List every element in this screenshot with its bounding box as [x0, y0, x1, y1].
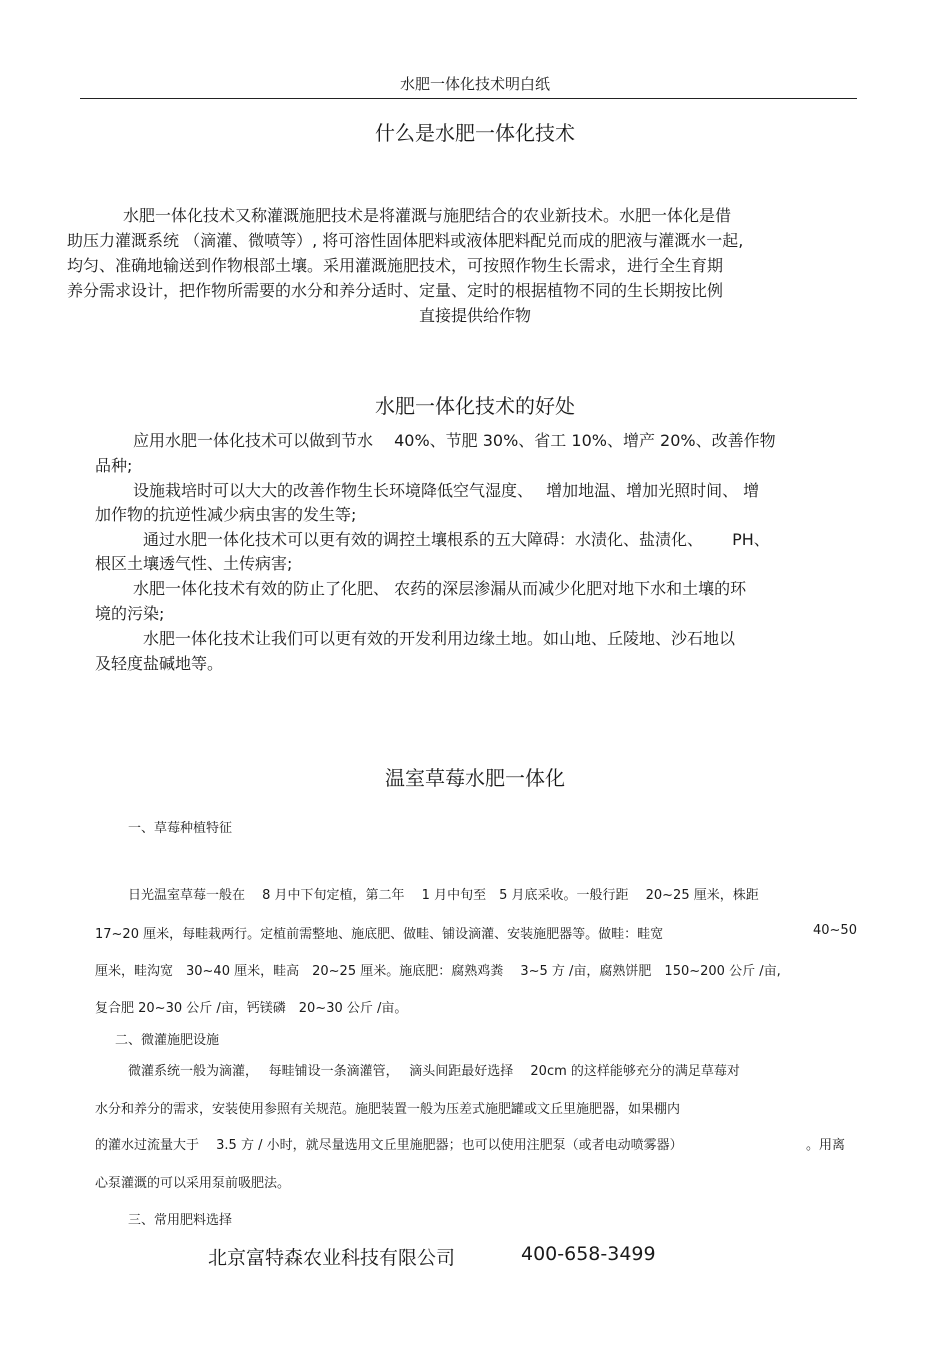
subheading-1: 一、草莓种植特征 — [128, 821, 233, 836]
section2-line: 水肥一体化技术让我们可以更有效的开发利用边缘土地。如山地、丘陵地、沙石地以 — [143, 629, 736, 648]
section1-line: 均匀、准确地输送到作物根部土壤。采用灌溉施肥技术，可按照作物生长需求，进行全生育期 — [67, 256, 724, 275]
section1-line: 水肥一体化技术又称灌溉施肥技术是将灌溉与施肥结合的农业新技术。水肥一体化是借 — [123, 206, 732, 225]
section2-line: 根区土壤透气性、土传病害; — [95, 554, 293, 573]
section2-line: 及轻度盐碱地等。 — [95, 654, 224, 673]
section2-line: 通过水肥一体化技术可以更有效的调控土壤根系的五大障碍：水渍化、盐渍化、 PH、 — [143, 530, 770, 549]
strawberry-para-line: 40~50 — [813, 923, 857, 938]
subheading-3: 三、常用肥料选择 — [128, 1213, 233, 1228]
section3-title: 温室草莓水肥一体化 — [385, 766, 565, 790]
section2-line: 品种; — [95, 456, 133, 475]
document-header: 水肥一体化技术明白纸 — [399, 75, 550, 93]
section1-title: 什么是水肥一体化技术 — [375, 121, 575, 145]
section2-title: 水肥一体化技术的好处 — [375, 394, 575, 418]
irrigation-para-line: 的灌水过流量大于 3.5 方 / 小时，就尽量选用文丘里施肥器；也可以使用注肥泵（或者电动喷雾器） — [95, 1138, 683, 1153]
strawberry-para-line: 厘米，畦沟宽 30~40 厘米，畦高 20~25 厘米。施底肥：腐熟鸡粪 3~5 方 /亩，腐熟饼肥 150~200 公斤 /亩, — [95, 964, 781, 979]
section1-line: 直接提供给作物 — [418, 306, 531, 325]
section2-line: 设施栽培时可以大大的改善作物生长环境降低空气湿度、 增加地温、增加光照时间、 增 — [133, 481, 760, 500]
header-divider — [80, 98, 857, 99]
strawberry-para-line: 日光温室草莓一般在 8 月中下旬定植，第二年 1 月中旬至 5 月底采收。一般行距 20~25 厘米，株距 — [128, 888, 759, 903]
strawberry-para-line: 17~20 厘米，每畦栽两行。定植前需整地、施底肥、做畦、铺设滴灌、安装施肥器等。做畦：畦宽 — [95, 927, 664, 942]
section2-line: 应用水肥一体化技术可以做到节水 40%、节肥 30%、省工 10%、增产 20%、改善作物 — [133, 431, 776, 450]
irrigation-para-line: 心泵灌溉的可以采用泵前吸肥法。 — [95, 1176, 291, 1191]
footer-company: 北京富特森农业科技有限公司 — [208, 1247, 456, 1269]
section2-line: 水肥一体化技术有效的防止了化肥、 农药的深层渗漏从而减少化肥对地下水和土壤的环 — [133, 579, 747, 598]
footer-phone: 400-658-3499 — [521, 1243, 656, 1265]
section1-line: 助压力灌溉系统 （滴灌、微喷等）, 将可溶性固体肥料或液体肥料配兑而成的肥液与灌溉水一起, — [67, 231, 744, 250]
irrigation-para-line: 。用离 — [806, 1138, 846, 1153]
section2-line: 境的污染; — [95, 604, 165, 623]
irrigation-para-line: 水分和养分的需求，安装使用参照有关规范。施肥装置一般为压差式施肥罐或文丘里施肥器，如果棚内 — [95, 1102, 681, 1117]
section2-line: 加作物的抗逆性减少病虫害的发生等; — [95, 505, 357, 524]
irrigation-para-line: 微灌系统一般为滴灌， 每畦铺设一条滴灌管， 滴头间距最好选择 20cm 的这样能够充分的满足草莓对 — [128, 1064, 740, 1079]
section1-line: 养分需求设计，把作物所需要的水分和养分适时、定量、定时的根据植物不同的生长期按比例 — [67, 281, 724, 300]
subheading-2: 二、微灌施肥设施 — [115, 1033, 220, 1048]
strawberry-para-line: 复合肥 20~30 公斤 /亩，钙镁磷 20~30 公斤 /亩。 — [95, 1001, 408, 1016]
